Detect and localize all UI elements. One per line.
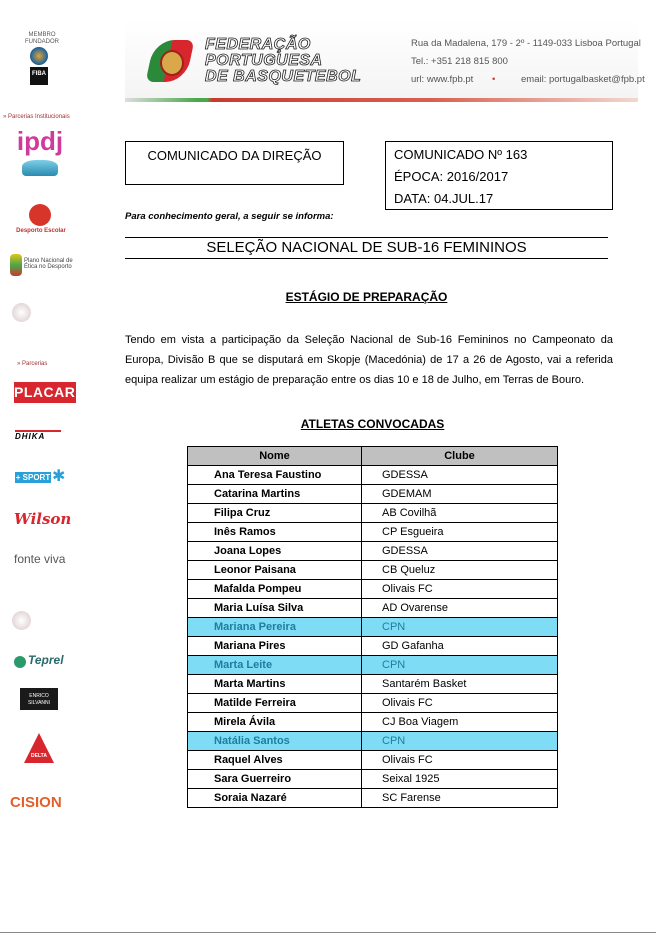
letterhead (125, 20, 638, 100)
delta-logo: DELTA (31, 753, 47, 759)
federation-shield-icon (160, 50, 184, 76)
direction-label: COMUNICADO DA DIREÇÃO (147, 148, 322, 163)
institutional-partners-label: » Parcerias Institucionais (3, 114, 70, 120)
athlete-club: CPN (362, 618, 558, 637)
athlete-name: Catarina Martins (188, 485, 362, 504)
table-header-row (188, 447, 558, 466)
athlete-name: Raquel Alves (188, 751, 362, 770)
athlete-name: Mariana Pires (188, 637, 362, 656)
athlete-name: Ana Teresa Faustino (188, 466, 362, 485)
address: Rua da Madalena, 179 - 2º - 1149-033 Lisboa Portugal (411, 38, 641, 49)
table-row (188, 751, 558, 770)
title-bottom-rule (125, 258, 608, 259)
federation-line-3: DE BASQUETEBOL (205, 68, 362, 85)
date: DATA: 04.JUL.17 (394, 191, 494, 206)
athlete-club: Olivais FC (362, 580, 558, 599)
sport-logo: + SPORT (15, 473, 51, 482)
table-row (188, 713, 558, 732)
body-paragraph: Tendo em vista a participação da Seleção Nacional de Sub-16 Femininos no Campeonato da Europa, Divisão B que se disputará em Skopje (Macedónia) de 17 a 26 de Agosto, vai a referida equipa realizar um estágio de preparação entre os dias 10 e 18 de Julho, em Terras de Bouro. (125, 334, 613, 386)
website-link[interactable]: url: www.fpb.pt (411, 74, 474, 85)
dhika-logo: DHIKA (15, 430, 61, 441)
table-row (188, 770, 558, 789)
athlete-name: Inês Ramos (188, 523, 362, 542)
athlete-name: Marta Martins (188, 675, 362, 694)
athlete-name: Mirela Ávila (188, 713, 362, 732)
athlete-club: CPN (362, 656, 558, 675)
athlete-club: CB Queluz (362, 561, 558, 580)
desporto-escolar-label: Desporto Escolar (16, 228, 66, 234)
circle-logo (12, 303, 31, 322)
runner-icon: ✱ (52, 468, 66, 485)
ipdj-logo: ipdj (16, 126, 64, 156)
column-header-club: Clube (362, 447, 558, 466)
member-label: MEMBRO FUNDADOR (25, 32, 59, 45)
table-row (188, 599, 558, 618)
cision-logo: CISION (10, 794, 62, 811)
table-row (188, 485, 558, 504)
athlete-name: Marta Leite (188, 656, 362, 675)
partners-label: » Parcerias (17, 361, 48, 367)
table-row (188, 523, 558, 542)
athlete-club: GD Gafanha (362, 637, 558, 656)
athlete-club: GDESSA (362, 466, 558, 485)
letterhead-stripe (125, 98, 638, 102)
fonte-viva-logo: fonte viva (14, 552, 66, 566)
fiba-logo: FIBA (30, 67, 48, 85)
athletes-table (187, 446, 558, 808)
document-title: SELEÇÃO NACIONAL DE SUB-16 FEMININOS (206, 239, 527, 256)
table-row (188, 542, 558, 561)
telephone: Tel.: +351 218 815 800 (411, 56, 508, 67)
athlete-club: CPN (362, 732, 558, 751)
athlete-club: GDEMAM (362, 485, 558, 504)
athlete-name: Joana Lopes (188, 542, 362, 561)
athlete-club: CJ Boa Viagem (362, 713, 558, 732)
athletes-title: ATLETAS CONVOCADAS (300, 417, 445, 431)
athlete-name: Matilde Ferreira (188, 694, 362, 713)
teprel-logo: Teprel (28, 653, 64, 667)
athlete-name: Mariana Pereira (188, 618, 362, 637)
athlete-club: Olivais FC (362, 751, 558, 770)
circle-logo-2 (12, 611, 31, 630)
athlete-club: SC Farense (362, 789, 558, 808)
fiba-globe-icon (30, 47, 48, 65)
athlete-club: CP Esgueira (362, 523, 558, 542)
table-row (188, 504, 558, 523)
column-header-name: Nome (188, 447, 362, 466)
federation-name (205, 37, 361, 85)
table-row (188, 618, 558, 637)
athlete-club: Santarém Basket (362, 675, 558, 694)
enrico-silvanni-logo: ENRICO SILVANNI (20, 688, 58, 710)
table-row (188, 637, 558, 656)
page-bottom-rule (0, 932, 656, 933)
athlete-name: Soraia Nazaré (188, 789, 362, 808)
athlete-name: Maria Luísa Silva (188, 599, 362, 618)
athlete-club: AD Ovarense (362, 599, 558, 618)
table-row (188, 656, 558, 675)
federation-line-2: PORTUGUESA (205, 52, 323, 69)
intro-text: Para conhecimento geral, a seguir se informa: (125, 211, 334, 222)
athlete-name: Leonor Paisana (188, 561, 362, 580)
teprel-icon (14, 656, 26, 668)
table-row (188, 580, 558, 599)
athlete-name: Sara Guerreiro (188, 770, 362, 789)
athlete-name: Mafalda Pompeu (188, 580, 362, 599)
communique-number: COMUNICADO Nº 163 (394, 147, 528, 162)
table-row (188, 675, 558, 694)
desporto-escolar-icon (29, 204, 51, 226)
ipdj-wave-icon (22, 160, 58, 176)
table-row (188, 732, 558, 751)
wilson-logo: Wilson (14, 510, 72, 528)
plano-icon (10, 254, 22, 276)
athlete-club: AB Covilhã (362, 504, 558, 523)
athlete-name: Natália Santos (188, 732, 362, 751)
athlete-club: Seixal 1925 (362, 770, 558, 789)
athlete-club: GDESSA (362, 542, 558, 561)
title-top-rule (125, 237, 608, 238)
email-link[interactable]: email: portugalbasket@fpb.pt (521, 74, 645, 85)
placard-logo: PLACARD (14, 382, 76, 403)
table-row (188, 694, 558, 713)
table-row (188, 561, 558, 580)
season: ÉPOCA: 2016/2017 (394, 169, 509, 184)
communique-info-box (385, 141, 613, 210)
table-row (188, 789, 558, 808)
table-row (188, 466, 558, 485)
federation-line-1: FEDERAÇÃO (205, 36, 311, 53)
plano-label: Plano Nacional de Ética no Desporto (24, 258, 73, 270)
athlete-name: Filipa Cruz (188, 504, 362, 523)
separator-bullet: • (492, 74, 496, 85)
athlete-club: Olivais FC (362, 694, 558, 713)
direction-box (125, 141, 344, 185)
section-subtitle: ESTÁGIO DE PREPARAÇÃO (285, 290, 448, 304)
